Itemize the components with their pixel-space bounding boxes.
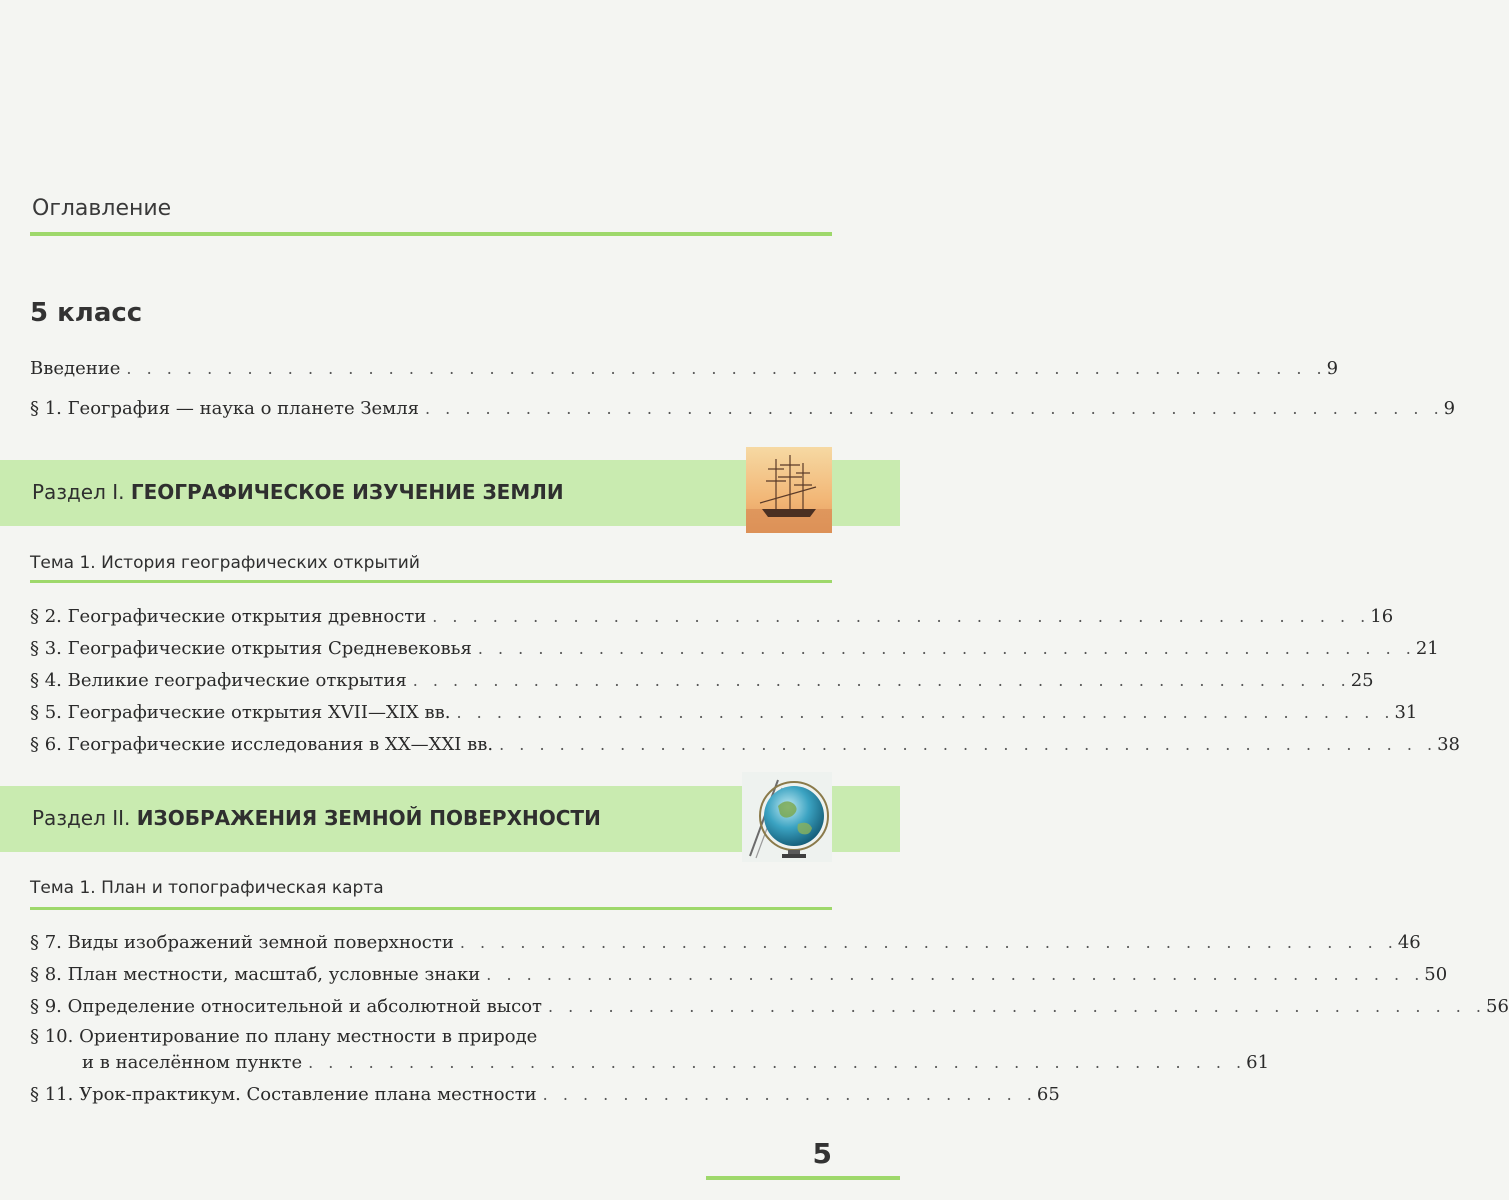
toc-entry-page: 46	[1397, 932, 1421, 953]
toc-entry-8[interactable]	[30, 956, 1448, 986]
leader-dots: . . . . . . . . . . . . . . . . . . . . . . . . . . . . . . . . . . . . . . . . . . . . . . .	[499, 735, 1438, 754]
toc-entry-4[interactable]	[30, 662, 1374, 692]
section-prefix: Раздел II.	[32, 806, 131, 830]
toc-entry-page: 65	[1036, 1084, 1060, 1105]
leader-dots: . . . . . . . . . . . . . . . . . . . . . . . . . . . . . . . . . . . . . . . . . . . . . . . . . . .	[424, 399, 1444, 418]
toc-entry-label: § 1. География — наука о планете Земля	[30, 398, 419, 419]
leader-dots: . . . . . . . . . . . . . . . . . . . . . . . . . . . . . . . . . . . . . . . . . . . . . . .	[486, 965, 1425, 984]
toc-entry-label: § 9. Определение относительной и абсолютной высот	[30, 996, 542, 1017]
footer-rule	[706, 1176, 900, 1180]
leader-dots: . . . . . . . . . . . . . . . . . . . . . . . . . . . . . . . . . . . . . . . . . . . . . . .	[456, 703, 1395, 722]
leader-dots: . . . . . . . . . . . . . . . . . . . . . . . . . . . . . . . . . . . . . . . . . . . . . . .	[308, 1053, 1247, 1072]
leader-dots: . . . . . . . . . . . . . . . . . . . . . . . . . . . . . . . . . . . . . . . . . . . . . . .	[432, 607, 1371, 626]
toc-entry-page: 9	[1443, 398, 1456, 419]
leader-dots: . . . . . . . . . . . . . . . . . . . . . . . . . . . . . . . . . . . . . . . . . . . . . . .	[477, 639, 1416, 658]
sailing-ship-icon	[746, 447, 832, 533]
toc-entry-label: § 3. Географические открытия Средневековья	[30, 638, 472, 659]
section-heading-1[interactable]	[32, 480, 564, 504]
toc-entry-label: § 5. Географические открытия XVII—XIX вв.	[30, 702, 451, 723]
toc-entry-page: 25	[1350, 670, 1374, 691]
toc-entry-7[interactable]	[30, 924, 1421, 954]
topic-underline-1	[30, 580, 832, 583]
toc-entry-page: 16	[1370, 606, 1394, 627]
toc-entry-intro[interactable]	[30, 350, 1339, 380]
toc-entry-page: 50	[1424, 964, 1448, 985]
topic-underline-2	[30, 907, 832, 910]
toc-entry-label: § 10. Ориентирование по плану местности в природе	[30, 1026, 538, 1047]
toc-entry-11[interactable]	[30, 1076, 1060, 1106]
toc-entry-page: 21	[1415, 638, 1439, 659]
section-prefix: Раздел I.	[32, 480, 125, 504]
toc-entry-label: § 2. Географические открытия древности	[30, 606, 427, 627]
toc-entry-label: § 4. Великие географические открытия	[30, 670, 407, 691]
toc-entry-page: 9	[1326, 358, 1339, 379]
grade-heading: 5 класс	[30, 298, 143, 328]
section-heading-2[interactable]	[32, 806, 601, 830]
leader-dots: . . . . . . . . . . . . . . . . . . . . . . . . . . . . . . . . . . . . . . . . . . . . . . .	[548, 997, 1486, 1016]
leader-dots: . . . . . . . . . . . . . . . . . . . . . . . . . . . . . . . . . . . . . . . . . . . . . . .	[459, 933, 1398, 952]
toc-entry-2[interactable]	[30, 598, 1394, 628]
leader-dots: . . . . . . . . . . . . . . . . . . . . . . . . . . . . . . . . . . . . . . . . . . . . . . . . . . . . . . . . . . . .	[126, 359, 1327, 378]
toc-entry-1[interactable]	[30, 390, 1456, 420]
topic-heading-1: Тема 1. История географических открытий	[30, 553, 420, 573]
toc-entry-label: Введение	[30, 358, 121, 379]
toc-entry-10-line2[interactable]	[82, 1044, 1270, 1074]
leader-dots: . . . . . . . . . . . . . . . . . . . . . . . . . . . . . . . . . . . . . . . . . . . . . . .	[412, 671, 1351, 690]
page-number: 5	[812, 1137, 832, 1170]
toc-entry-label: § 6. Географические исследования в XX—XXI вв.	[30, 734, 494, 755]
toc-entry-page: 56	[1486, 996, 1509, 1017]
toc-entry-5[interactable]	[30, 694, 1418, 724]
globe-icon	[742, 772, 832, 862]
topic-heading-2: Тема 1. План и топографическая карта	[30, 878, 384, 898]
toc-entry-3[interactable]	[30, 630, 1439, 660]
section-name: ИЗОБРАЖЕНИЯ ЗЕМНОЙ ПОВЕРХНОСТИ	[136, 806, 601, 830]
toc-entry-6[interactable]	[30, 726, 1460, 756]
toc-entry-label: § 7. Виды изображений земной поверхности	[30, 932, 454, 953]
toc-entry-page: 31	[1394, 702, 1418, 723]
toc-entry-9[interactable]	[30, 988, 1509, 1018]
toc-entry-label: и в населённом пункте	[82, 1052, 303, 1073]
toc-entry-page: 38	[1437, 734, 1460, 755]
title-underline	[30, 232, 832, 236]
toc-entry-page: 61	[1246, 1052, 1270, 1073]
page-title: Оглавление	[32, 196, 172, 221]
toc-entry-label: § 11. Урок-практикум. Составление плана местности	[30, 1084, 537, 1105]
leader-dots: . . . . . . . . . . . . . . . . . . . . . . . . .	[542, 1085, 1037, 1104]
section-name: ГЕОГРАФИЧЕСКОЕ ИЗУЧЕНИЕ ЗЕМЛИ	[130, 480, 564, 504]
toc-entry-label: § 8. План местности, масштаб, условные знаки	[30, 964, 481, 985]
